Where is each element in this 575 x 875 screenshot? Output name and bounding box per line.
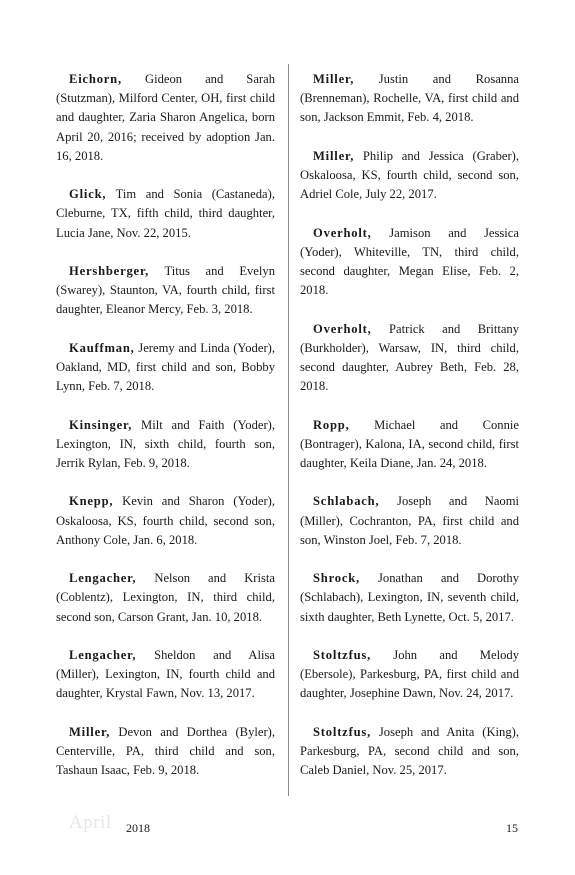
page-footer — [0, 812, 575, 842]
entry-text: Tim and Sonia (Castaneda), Cleburne, TX, fifth child, third daughter, Lucia Jane, Nov. 22, 2015. — [56, 187, 275, 240]
footer-month: April — [69, 812, 112, 833]
birth-entry — [56, 262, 275, 320]
entry-text: Sheldon and Alisa (Miller), Lexington, IN, fourth child and daughter, Krystal Fawn, Nov. 13, 2017. — [56, 647, 275, 701]
entry-text: Patrick and Brittany (Burkholder), Warsaw, IN, third child, second daughter, Aubrey Beth, Feb. 28, 2018. — [300, 321, 519, 394]
entry-surname: Miller, — [313, 72, 355, 86]
entry-surname: Overholt, — [313, 225, 372, 240]
entry-surname: Overholt, — [313, 321, 372, 336]
column-divider — [288, 64, 289, 796]
entry-text: Philip and Jessica (Graber), Oskaloosa, KS, fourth child, second son, Adriel Cole, July 22, 2017. — [300, 148, 519, 202]
birth-entry — [56, 70, 275, 166]
birth-entry — [56, 646, 275, 704]
entry-text: Milt and Faith (Yoder), Lexington, IN, sixth child, fourth son, Jerrik Rylan, Feb. 9, 2018. — [56, 417, 275, 470]
entry-surname: Glick, — [69, 187, 107, 202]
birth-entry — [300, 723, 519, 781]
entry-surname: Lengacher, — [69, 571, 137, 586]
entry-surname: Stoltzfus, — [313, 724, 372, 739]
entry-surname: Miller, — [313, 148, 355, 163]
entry-surname: Schlabach, — [313, 494, 380, 509]
right-column — [300, 70, 519, 800]
entry-text: Kevin and Sharon (Yoder), Oskaloosa, KS, fourth child, second son, Anthony Cole, Jan. 6, 2018. — [56, 494, 275, 547]
entry-surname: Lengacher, — [69, 647, 137, 662]
entry-surname: Stoltzfus, — [313, 647, 372, 662]
entry-surname: Miller, — [69, 724, 111, 739]
birth-entry — [300, 569, 519, 627]
birth-entry — [56, 569, 275, 627]
birth-entry — [56, 416, 275, 474]
entry-text: John and Melody (Ebersole), Parkesburg, PA, first child and daughter, Josephine Dawn, Nov. 24, 2017. — [300, 647, 519, 701]
entry-text: Joseph and Anita (King), Parkesburg, PA, second child and son, Caleb Daniel, Nov. 25, 2017. — [300, 724, 519, 778]
birth-entry — [56, 492, 275, 550]
birth-entry — [300, 147, 519, 205]
entry-surname: Shrock, — [313, 571, 361, 586]
birth-entry — [300, 320, 519, 397]
entry-surname: Kauffman, — [69, 340, 135, 355]
birth-entry — [56, 723, 275, 781]
entry-text: Gideon and Sarah (Stutzman), Milford Center, OH, first child and daughter, Zaria Sharon Angelica, born April 20, 2016; received by adoption Jan. 16, 2018. — [56, 72, 275, 163]
entry-surname: Kinsinger, — [69, 417, 133, 432]
birth-entry — [300, 224, 519, 301]
entry-surname: Ropp, — [313, 417, 350, 432]
birth-entry — [300, 492, 519, 550]
entry-text: Titus and Evelyn (Swarey), Staunton, VA, fourth child, first daughter, Eleanor Mercy, Feb. 3, 2018. — [56, 264, 275, 317]
entry-text: Joseph and Naomi (Miller), Cochranton, PA, first child and son, Winston Joel, Feb. 7, 2018. — [300, 494, 519, 547]
birth-entry — [300, 70, 519, 128]
entry-text: Jonathan and Dorothy (Schlabach), Lexington, IN, seventh child, sixth daughter, Beth Lynette, Oct. 5, 2017. — [300, 571, 519, 624]
entry-text: Jeremy and Linda (Yoder), Oakland, MD, first child and son, Bobby Lynn, Feb. 7, 2018. — [56, 340, 275, 394]
left-column — [56, 70, 275, 800]
entry-text: Devon and Dorthea (Byler), Centerville, PA, third child and son, Tashaun Isaac, Feb. 9, 2018. — [56, 724, 275, 778]
birth-entry — [300, 646, 519, 704]
entry-surname: Knepp, — [69, 494, 114, 509]
entry-text: Nelson and Krista (Coblentz), Lexington, IN, third child, second son, Carson Grant, Jan. 10, 2018. — [56, 571, 275, 624]
birth-entry — [56, 339, 275, 397]
footer-year: 2018 — [126, 821, 150, 835]
birth-entry — [300, 416, 519, 474]
entry-surname: Hershberger, — [69, 264, 150, 278]
page-number: 15 — [506, 821, 518, 835]
entry-text: Michael and Connie (Bontrager), Kalona, IA, second child, first daughter, Keila Diane, Jan. 24, 2018. — [300, 417, 519, 470]
birth-entry — [56, 185, 275, 243]
entry-surname: Eichorn, — [69, 72, 122, 86]
entry-text: Jamison and Jessica (Yoder), Whiteville, TN, third child, second daughter, Megan Elise, Feb. 2, 2018. — [300, 225, 519, 298]
entry-text: Justin and Rosanna (Brenneman), Rochelle, VA, first child and son, Jackson Emmit, Feb. 4, 2018. — [300, 72, 519, 125]
